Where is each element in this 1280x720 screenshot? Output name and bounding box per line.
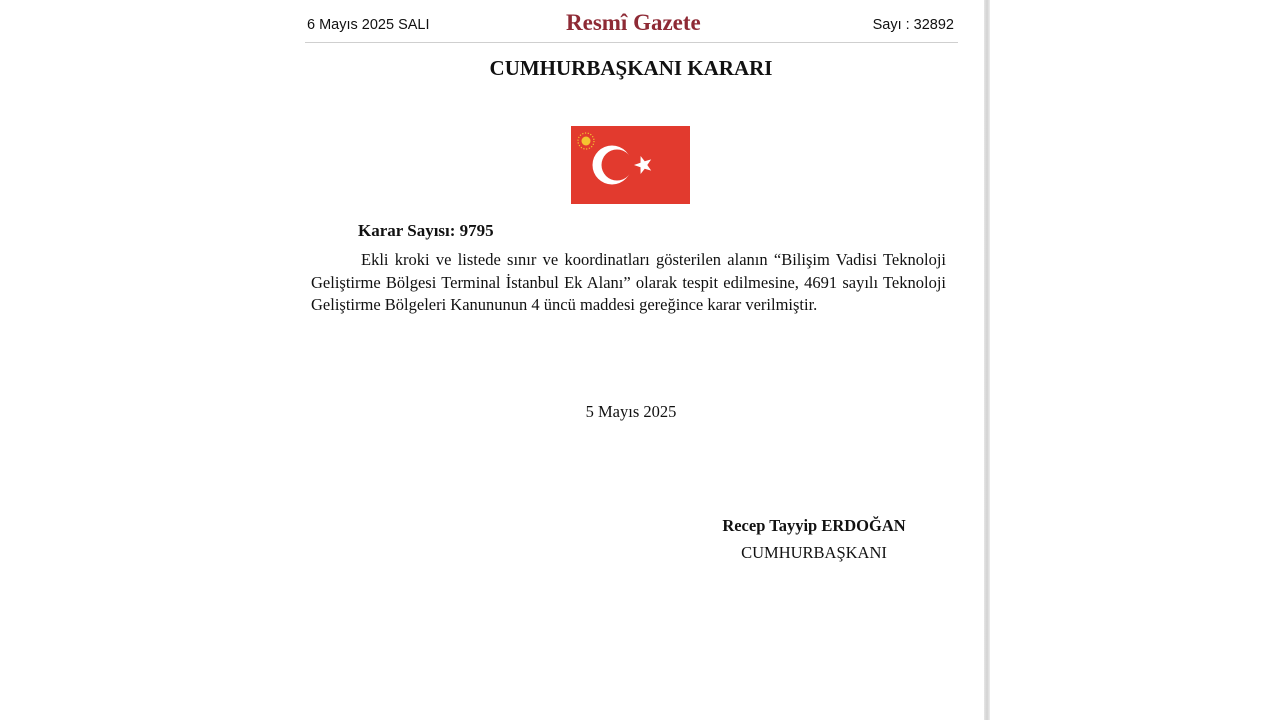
decision-date: 5 Mayıs 2025 <box>585 402 677 421</box>
header-divider <box>305 42 958 43</box>
decision-number: Karar Sayısı: 9795 <box>358 221 494 240</box>
masthead-title: Resmî Gazete <box>566 10 701 35</box>
presidential-flag-icon <box>571 126 690 204</box>
document-title: CUMHURBAŞKANI KARARI <box>489 56 773 80</box>
issue-number: Sayı : 32892 <box>872 17 954 33</box>
signature-block <box>700 512 928 566</box>
signatory-title: CUMHURBAŞKANI <box>741 543 887 562</box>
header-date: 6 Mayıs 2025 SALI <box>307 17 430 33</box>
signatory-name: Recep Tayyip ERDOĞAN <box>722 516 906 535</box>
page-edge-scrollbar[interactable] <box>984 0 990 720</box>
decision-body: Ekli kroki ve listede sınır ve koordinatları gösterilen alanın “Bilişim Vadisi Teknoloji Geliştirme Bölgesi Terminal İstanbul Ek Alanı” olarak tespit edilmesine, 4691 sayılı Teknoloji Geliştirme Bölgeleri Kanununun 4 üncü maddesi gereğince karar verilmiştir. <box>311 250 946 314</box>
